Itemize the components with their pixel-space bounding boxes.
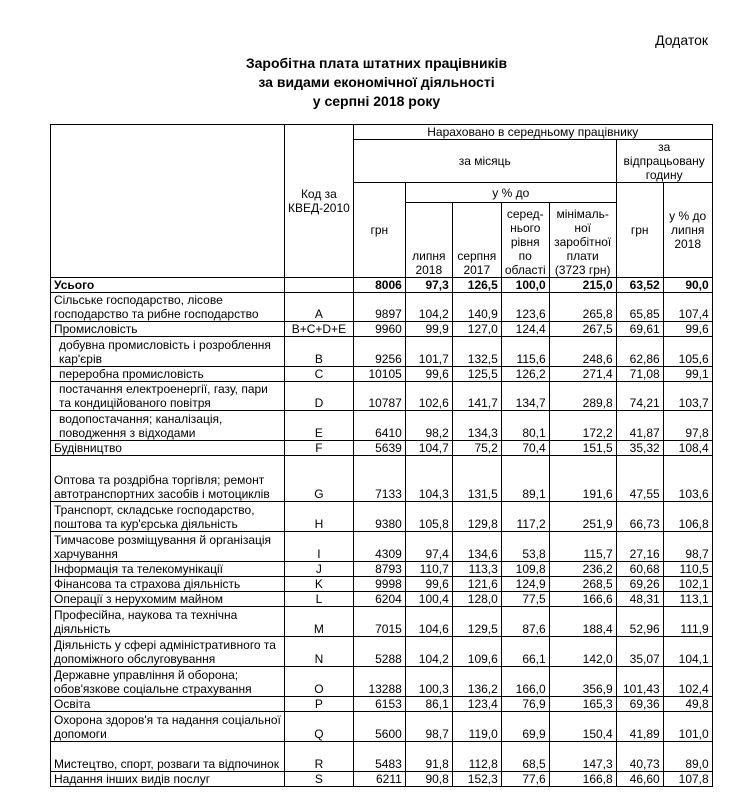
row-pct-july-2018: 110,7 (405, 562, 452, 577)
row-uah: 5639 (353, 441, 405, 456)
row-uah: 9897 (353, 293, 405, 322)
row-hour-pct-july: 106,8 (663, 502, 712, 532)
row-pct-avg-region: 123,6 (501, 293, 549, 322)
header-aug-2017: серпня 2017 (452, 203, 501, 278)
header-min-wage: мінімаль-ної заробітної плати (3723 грн) (549, 203, 616, 278)
row-pct-july-2018: 99,9 (405, 322, 452, 337)
row-uah: 10105 (353, 367, 405, 382)
row-code: L (285, 592, 354, 607)
row-hour-uah: 27,16 (616, 532, 663, 562)
table-row (51, 577, 713, 592)
row-pct-avg-region: 100,0 (501, 278, 549, 293)
header-per-hour: за відпрацьовану годину (616, 140, 712, 183)
header-hour-uah: грн (616, 183, 663, 278)
row-pct-aug-2017: 112,8 (452, 742, 501, 772)
row-pct-avg-region: 134,7 (501, 382, 549, 411)
row-pct-avg-region: 53,8 (501, 532, 549, 562)
row-pct-min-wage: 191,6 (549, 456, 616, 502)
total-row (51, 278, 713, 293)
row-hour-pct-july: 99,1 (663, 367, 712, 382)
row-pct-avg-region: 77,5 (501, 592, 549, 607)
table-row (51, 562, 713, 577)
row-name: Мистецтво, спорт, розваги та відпочинок (51, 742, 285, 772)
row-hour-uah: 47,55 (616, 456, 663, 502)
row-pct-avg-region: 124,9 (501, 577, 549, 592)
row-pct-avg-region: 126,2 (501, 367, 549, 382)
row-pct-aug-2017: 126,5 (452, 278, 501, 293)
row-pct-july-2018: 86,1 (405, 697, 452, 712)
row-pct-min-wage: 165,3 (549, 697, 616, 712)
table-row (51, 667, 713, 697)
row-uah: 9380 (353, 502, 405, 532)
table-row (51, 441, 713, 456)
row-code: G (285, 456, 354, 502)
row-code: I (285, 532, 354, 562)
row-uah: 10787 (353, 382, 405, 411)
row-pct-min-wage: 172,2 (549, 411, 616, 441)
table-row (51, 742, 713, 772)
table-row (51, 502, 713, 532)
row-pct-july-2018: 90,8 (405, 772, 452, 787)
row-pct-july-2018: 104,2 (405, 293, 452, 322)
row-code: E (285, 411, 354, 441)
row-pct-aug-2017: 131,5 (452, 456, 501, 502)
header-uah: грн (353, 183, 405, 278)
header-code: Код за КВЕД-2010 (285, 125, 354, 278)
table-row (51, 532, 713, 562)
row-pct-avg-region: 68,5 (501, 742, 549, 772)
row-uah: 6204 (353, 592, 405, 607)
row-pct-avg-region: 117,2 (501, 502, 549, 532)
row-name: Транспорт, складське господарство, поштова та кур'єрська діяльність (51, 502, 285, 532)
row-pct-july-2018: 101,7 (405, 337, 452, 367)
row-hour-uah: 63,52 (616, 278, 663, 293)
row-hour-pct-july: 111,9 (663, 607, 712, 637)
header-hour-pct-july: у % до липня 2018 (663, 183, 712, 278)
row-name: Сільське господарство, лісове господарство та рибне господарство (51, 293, 285, 322)
row-name: Промисловість (51, 322, 285, 337)
row-hour-uah: 69,36 (616, 697, 663, 712)
row-name: добувна промисловість і розроблення кар'єрів (51, 337, 285, 367)
row-code: J (285, 562, 354, 577)
row-code: F (285, 441, 354, 456)
row-pct-aug-2017: 129,5 (452, 607, 501, 637)
row-pct-aug-2017: 141,7 (452, 382, 501, 411)
row-pct-avg-region: 66,1 (501, 637, 549, 667)
row-pct-min-wage: 248,6 (549, 337, 616, 367)
row-pct-avg-region: 115,6 (501, 337, 549, 367)
row-hour-pct-july: 103,6 (663, 456, 712, 502)
row-name: Державне управління й оборона; обов'язкове соціальне страхування (51, 667, 285, 697)
row-pct-min-wage: 188,4 (549, 607, 616, 637)
wage-table (50, 124, 713, 787)
row-pct-aug-2017: 75,2 (452, 441, 501, 456)
row-code: N (285, 637, 354, 667)
header-july-2018: липня 2018 (405, 203, 452, 278)
row-pct-aug-2017: 128,0 (452, 592, 501, 607)
title-line-2: за видами економічної діяльності (258, 74, 495, 90)
row-code: O (285, 667, 354, 697)
row-pct-avg-region: 166,0 (501, 667, 549, 697)
row-pct-min-wage: 142,0 (549, 637, 616, 667)
header-accrued: Нараховано в середньому працівнику (353, 125, 712, 140)
row-pct-july-2018: 91,8 (405, 742, 452, 772)
row-hour-pct-july: 113,1 (663, 592, 712, 607)
row-uah: 5600 (353, 712, 405, 742)
appendix-label: Додаток (655, 32, 708, 48)
row-hour-pct-july: 102,1 (663, 577, 712, 592)
row-hour-pct-july: 104,1 (663, 637, 712, 667)
table-row (51, 456, 713, 502)
row-pct-min-wage: 356,9 (549, 667, 616, 697)
row-code (285, 278, 354, 293)
table-row (51, 322, 713, 337)
row-pct-july-2018: 99,6 (405, 367, 452, 382)
row-hour-pct-july: 49,8 (663, 697, 712, 712)
row-pct-min-wage: 150,4 (549, 712, 616, 742)
row-pct-july-2018: 98,2 (405, 411, 452, 441)
header-per-month: за місяць (353, 140, 616, 183)
row-uah: 8793 (353, 562, 405, 577)
row-hour-pct-july: 99,6 (663, 322, 712, 337)
row-uah: 7015 (353, 607, 405, 637)
row-pct-aug-2017: 132,5 (452, 337, 501, 367)
row-hour-uah: 40,73 (616, 742, 663, 772)
row-hour-pct-july: 98,7 (663, 532, 712, 562)
row-pct-min-wage: 265,8 (549, 293, 616, 322)
row-hour-uah: 69,61 (616, 322, 663, 337)
row-pct-aug-2017: 134,6 (452, 532, 501, 562)
row-code: A (285, 293, 354, 322)
row-name: Фінансова та страхова діяльність (51, 577, 285, 592)
row-pct-avg-region: 69,9 (501, 712, 549, 742)
row-pct-aug-2017: 136,2 (452, 667, 501, 697)
row-hour-uah: 41,87 (616, 411, 663, 441)
row-uah: 13288 (353, 667, 405, 697)
row-pct-avg-region: 80,1 (501, 411, 549, 441)
row-pct-aug-2017: 121,6 (452, 577, 501, 592)
row-pct-aug-2017: 134,3 (452, 411, 501, 441)
row-pct-min-wage: 271,4 (549, 367, 616, 382)
table-row (51, 367, 713, 382)
row-uah: 7133 (353, 456, 405, 502)
row-pct-july-2018: 104,3 (405, 456, 452, 502)
row-hour-pct-july: 107,4 (663, 293, 712, 322)
row-uah: 6153 (353, 697, 405, 712)
row-pct-min-wage: 166,8 (549, 772, 616, 787)
row-pct-july-2018: 104,7 (405, 441, 452, 456)
title-line-3: у серпні 2018 року (312, 93, 441, 109)
row-name: Надання інших видів послуг (51, 772, 285, 787)
row-pct-july-2018: 97,4 (405, 532, 452, 562)
row-uah: 5288 (353, 637, 405, 667)
row-pct-july-2018: 102,6 (405, 382, 452, 411)
table-body (51, 278, 713, 787)
row-pct-avg-region: 109,8 (501, 562, 549, 577)
table-row (51, 772, 713, 787)
row-code: H (285, 502, 354, 532)
table-row (51, 293, 713, 322)
row-uah: 9256 (353, 337, 405, 367)
row-pct-july-2018: 105,8 (405, 502, 452, 532)
row-pct-july-2018: 97,3 (405, 278, 452, 293)
row-name: Освіта (51, 697, 285, 712)
title-line-1: Заробітна плата штатних працівників (245, 55, 508, 71)
row-code: D (285, 382, 354, 411)
row-hour-pct-july: 97,8 (663, 411, 712, 441)
row-pct-avg-region: 89,1 (501, 456, 549, 502)
row-uah: 6410 (353, 411, 405, 441)
row-hour-uah: 60,68 (616, 562, 663, 577)
header-percent-to: у % до (405, 183, 616, 203)
row-hour-pct-july: 105,6 (663, 337, 712, 367)
row-pct-min-wage: 236,2 (549, 562, 616, 577)
row-name: Тимчасове розміщування й організація харчування (51, 532, 285, 562)
row-pct-aug-2017: 140,9 (452, 293, 501, 322)
row-pct-july-2018: 99,6 (405, 577, 452, 592)
table-header (51, 125, 713, 278)
row-code: Q (285, 712, 354, 742)
row-pct-min-wage: 215,0 (549, 278, 616, 293)
row-pct-july-2018: 98,7 (405, 712, 452, 742)
table-row (51, 592, 713, 607)
row-hour-uah: 62,86 (616, 337, 663, 367)
row-hour-uah: 46,60 (616, 772, 663, 787)
row-pct-aug-2017: 125,5 (452, 367, 501, 382)
row-hour-uah: 101,43 (616, 667, 663, 697)
row-hour-uah: 41,89 (616, 712, 663, 742)
row-uah: 4309 (353, 532, 405, 562)
row-hour-uah: 71,08 (616, 367, 663, 382)
row-hour-uah: 35,07 (616, 637, 663, 667)
row-hour-uah: 48,31 (616, 592, 663, 607)
row-uah: 5483 (353, 742, 405, 772)
row-hour-pct-july: 101,0 (663, 712, 712, 742)
row-code: P (285, 697, 354, 712)
row-name: Будівництво (51, 441, 285, 456)
table-row (51, 712, 713, 742)
row-hour-uah: 65,85 (616, 293, 663, 322)
table-row (51, 607, 713, 637)
row-hour-uah: 66,73 (616, 502, 663, 532)
row-pct-july-2018: 104,2 (405, 637, 452, 667)
row-uah: 8006 (353, 278, 405, 293)
row-code: S (285, 772, 354, 787)
row-name: Охорона здоров'я та надання соціальної допомоги (51, 712, 285, 742)
row-hour-pct-july: 102,4 (663, 667, 712, 697)
row-hour-pct-july: 90,0 (663, 278, 712, 293)
row-pct-july-2018: 100,3 (405, 667, 452, 697)
row-name: Оптова та роздрібна торгівля; ремонт автотранспортних засобів і мотоциклів (51, 456, 285, 502)
row-pct-min-wage: 268,5 (549, 577, 616, 592)
row-pct-min-wage: 151,5 (549, 441, 616, 456)
header-avg-region: серед-нього рівня по області (501, 203, 549, 278)
row-code: B+C+D+E (285, 322, 354, 337)
row-hour-uah: 35,32 (616, 441, 663, 456)
row-name: Професійна, наукова та технічна діяльність (51, 607, 285, 637)
row-uah: 6211 (353, 772, 405, 787)
row-pct-aug-2017: 119,0 (452, 712, 501, 742)
row-pct-aug-2017: 129,8 (452, 502, 501, 532)
row-name: Діяльність у сфері адміністративного та допоміжного обслуговування (51, 637, 285, 667)
row-pct-aug-2017: 127,0 (452, 322, 501, 337)
row-pct-aug-2017: 109,6 (452, 637, 501, 667)
row-pct-min-wage: 251,9 (549, 502, 616, 532)
row-hour-pct-july: 89,0 (663, 742, 712, 772)
row-pct-avg-region: 124,4 (501, 322, 549, 337)
row-name: Інформація та телекомунікації (51, 562, 285, 577)
row-name: переробна промисловість (51, 367, 285, 382)
row-name: постачання електроенергії, газу, пари та кондиційованого повітря (51, 382, 285, 411)
row-pct-min-wage: 166,6 (549, 592, 616, 607)
header-activity (51, 125, 285, 278)
row-name: Усього (51, 278, 285, 293)
row-pct-aug-2017: 152,3 (452, 772, 501, 787)
row-hour-pct-july: 107,8 (663, 772, 712, 787)
row-name: водопостачання; каналізація, поводження з відходами (51, 411, 285, 441)
table-row (51, 337, 713, 367)
table-row (51, 411, 713, 441)
table-row (51, 697, 713, 712)
row-code: B (285, 337, 354, 367)
row-pct-july-2018: 100,4 (405, 592, 452, 607)
document-title (0, 54, 753, 111)
row-hour-uah: 74,21 (616, 382, 663, 411)
row-hour-uah: 69,26 (616, 577, 663, 592)
row-hour-pct-july: 110,5 (663, 562, 712, 577)
row-pct-avg-region: 87,6 (501, 607, 549, 637)
row-hour-pct-july: 103,7 (663, 382, 712, 411)
row-pct-aug-2017: 123,4 (452, 697, 501, 712)
row-hour-pct-july: 108,4 (663, 441, 712, 456)
table-row (51, 637, 713, 667)
row-hour-uah: 52,96 (616, 607, 663, 637)
row-uah: 9998 (353, 577, 405, 592)
row-pct-min-wage: 147,3 (549, 742, 616, 772)
row-code: R (285, 742, 354, 772)
row-code: M (285, 607, 354, 637)
row-uah: 9960 (353, 322, 405, 337)
row-pct-min-wage: 267,5 (549, 322, 616, 337)
row-code: C (285, 367, 354, 382)
table-row (51, 382, 713, 411)
row-pct-july-2018: 104,6 (405, 607, 452, 637)
row-code: K (285, 577, 354, 592)
row-pct-avg-region: 77,6 (501, 772, 549, 787)
row-pct-avg-region: 76,9 (501, 697, 549, 712)
row-pct-avg-region: 70,4 (501, 441, 549, 456)
row-pct-aug-2017: 113,3 (452, 562, 501, 577)
row-pct-min-wage: 289,8 (549, 382, 616, 411)
row-pct-min-wage: 115,7 (549, 532, 616, 562)
row-name: Операції з нерухомим майном (51, 592, 285, 607)
